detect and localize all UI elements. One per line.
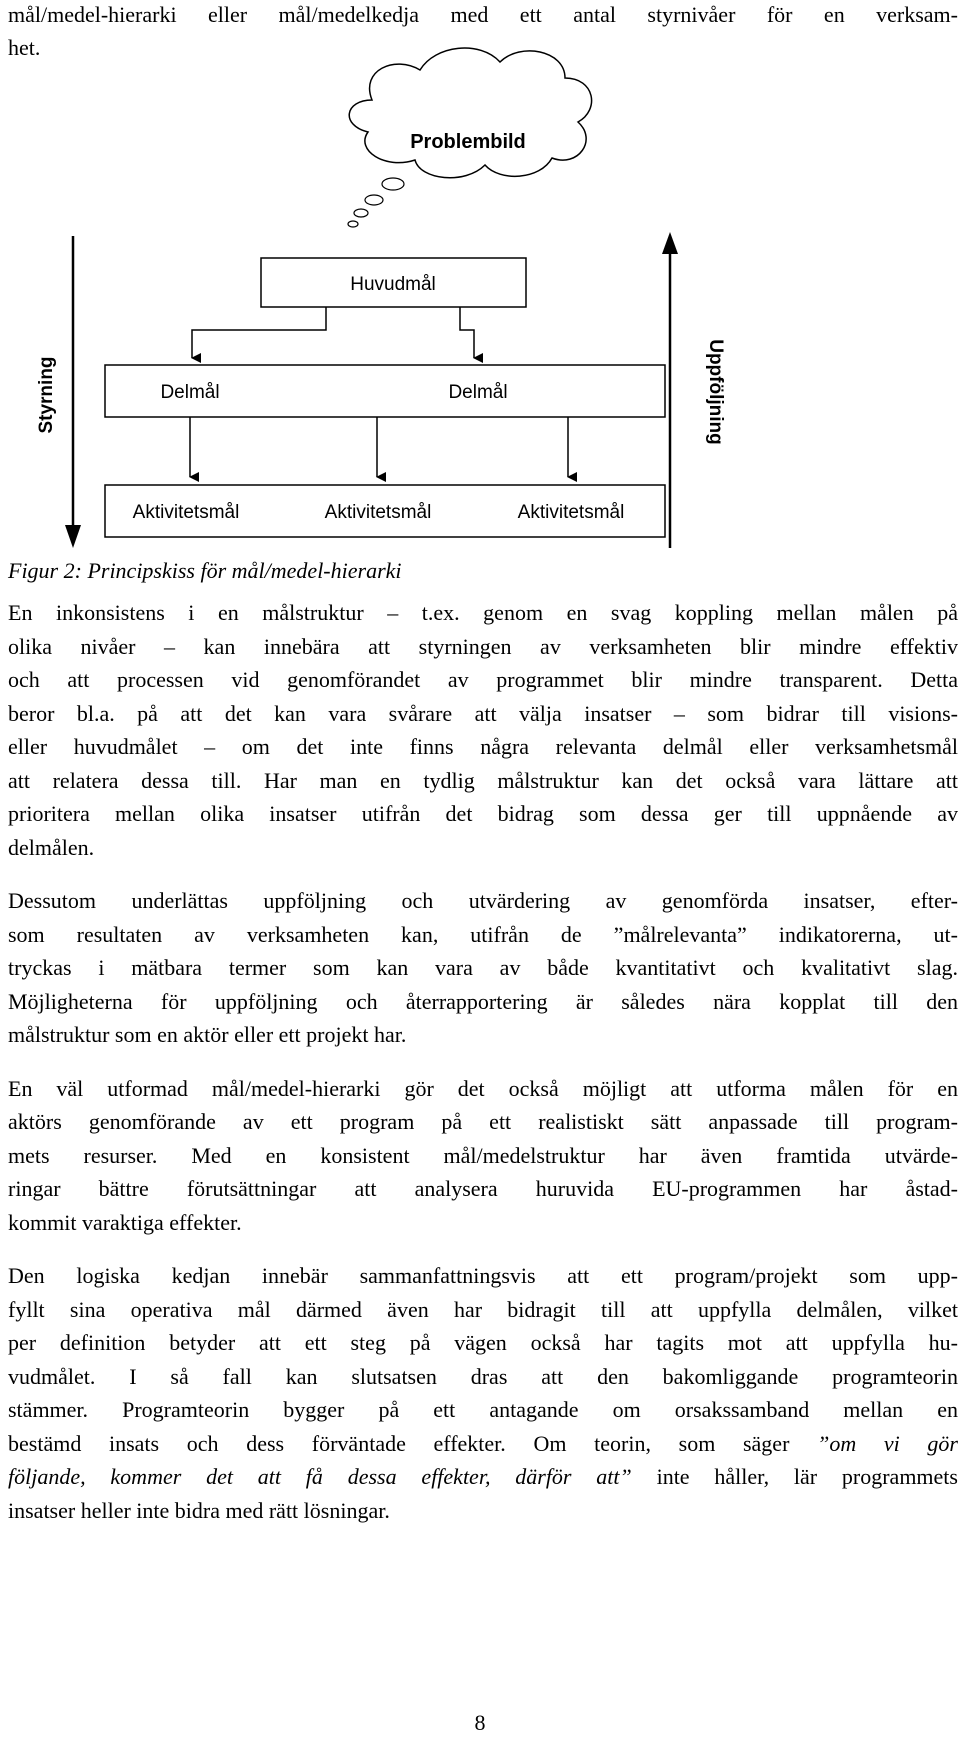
body-text — [8, 596, 958, 1547]
quote-text: ”om vi gör — [817, 1430, 958, 1456]
activity-goal-label: Aktivitetsmål — [132, 502, 240, 523]
followup-arrow-head — [662, 232, 678, 254]
text-line: En inkonsistens i en målstruktur – t.ex. genom en svag koppling mellan målen på — [8, 600, 958, 625]
text-line: En väl utformad mål/medel-hierarki gör det också möjligt att utforma målen för en — [8, 1075, 958, 1101]
text-line: Dessutom underlättas uppföljning och utvärdering av genomförda insatser, efter- — [8, 888, 958, 913]
activity-goal-label: Aktivitetsmål — [517, 502, 625, 523]
intro-line: het. — [8, 35, 41, 60]
steering-label: Styrning — [36, 356, 57, 434]
page-number: 8 — [474, 1710, 486, 1735]
activity-goal-label: Aktivitetsmål — [324, 502, 432, 523]
text-line: och att processen vid genomförandet av programmet blir mindre transparent. Detta — [8, 667, 958, 692]
paragraph — [8, 1259, 958, 1527]
text-line: beror bl.a. på att det kan vara svårare att välja insatser – som bidrar till visions- — [8, 700, 958, 726]
text-line: målstruktur som en aktör eller ett projekt har. — [8, 1022, 407, 1047]
sub-goal-label: Delmål — [160, 382, 220, 403]
quote-text: följande, kommer det att få dessa effekter, därför att” — [8, 1464, 632, 1489]
main-goal-label: Huvudmål — [350, 274, 436, 295]
paragraph — [8, 596, 958, 864]
text-line: olika nivåer – kan innebära att styrningen av verksamheten blir mindre effektiv — [8, 633, 958, 659]
text-line: tryckas i mätbara termer som kan vara av både kvantitativt och kvalitativt slag. — [8, 955, 958, 980]
problem-label: Problembild — [410, 131, 526, 153]
text-line: Den logiska kedjan innebär sammanfattningsvis att ett program/projekt som upp- — [8, 1263, 958, 1288]
text-line: per definition betyder att ett steg på vägen också har tagits mot att uppfylla hu- — [8, 1330, 958, 1355]
text-line: ringar bättre förutsättningar att analysera huruvida EU-programmen har åstad- — [8, 1176, 958, 1201]
text-line: som resultaten av verksamheten kan, utifrån de ”målrelevanta” indikatorerna, ut- — [8, 921, 958, 947]
text-line: aktörs genomförande av ett program på ett realistiskt sätt anpassade till program- — [8, 1109, 958, 1134]
text-line: Möjligheterna för uppföljning och återrapportering är således nära kopplat till den — [8, 988, 958, 1014]
text-line: att relatera dessa till. Har man en tydlig målstruktur kan det också vara lättare att — [8, 767, 958, 793]
text-line — [8, 1427, 958, 1461]
paragraph — [8, 884, 958, 1052]
sub-goal-label: Delmål — [448, 382, 508, 403]
followup-label: Uppföljning — [705, 339, 726, 445]
text-segment: bestämd insats och dess förväntade effekter. Om teorin, som säger — [8, 1430, 818, 1456]
text-line: vudmålet. I så fall kan slutsatsen dras att den bakomliggande programteorin — [8, 1363, 958, 1389]
goal-hierarchy-diagram — [0, 0, 960, 560]
text-line: delmålen. — [8, 834, 95, 860]
problem-cloud — [348, 48, 592, 227]
text-line — [8, 1460, 958, 1494]
steering-arrow-head — [65, 525, 81, 548]
text-line: stämmer. Programteorin bygger på ett antagande om orsakssamband mellan en — [8, 1397, 958, 1422]
text-line: prioritera mellan olika insatser utifrån det bidrag som dessa ger till uppnående av — [8, 801, 958, 826]
intro-line: mål/medel-hierarki eller mål/medelkedja med ett antal styrnivåer för en verksam- — [8, 2, 958, 27]
figure-caption: Figur 2: Principskiss för mål/medel-hierarki — [8, 558, 402, 583]
text-line: mets resurser. Med en konsistent mål/medelstruktur har även framtida utvärde- — [8, 1142, 958, 1168]
text-line: eller huvudmålet – om det inte finns några relevanta delmål eller verksamhetsmål — [8, 734, 958, 759]
text-line: kommit varaktiga effekter. — [8, 1209, 242, 1235]
text-line: fyllt sina operativa mål därmed även har bidragit till att uppfylla delmålen, vilket — [8, 1296, 958, 1322]
text-line: insatser heller inte bidra med rätt lösningar. — [8, 1497, 390, 1523]
text-segment: inte håller, lär programmets — [631, 1464, 958, 1489]
paragraph — [8, 1072, 958, 1240]
